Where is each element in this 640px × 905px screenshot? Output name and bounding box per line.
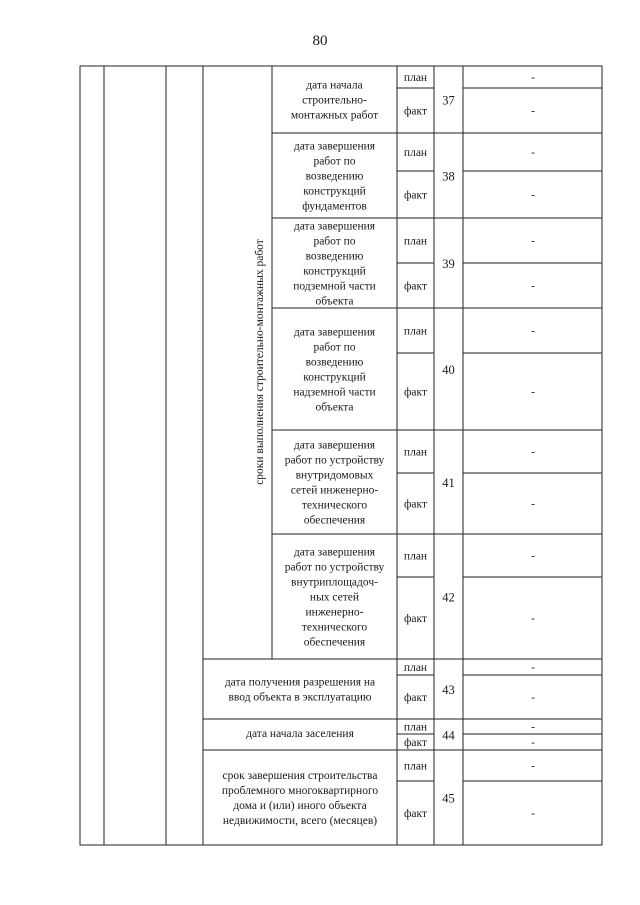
row-number: 37 <box>442 93 455 108</box>
row-label-line: срок завершения строительства <box>222 770 378 782</box>
fact-label: факт <box>403 386 428 399</box>
fact-label: факт <box>403 692 428 704</box>
row-label-line: ввод объекта в эксплуатацию <box>228 691 372 704</box>
row-label-line: работ по <box>313 235 356 248</box>
row-label-line: дата завершения <box>293 326 376 339</box>
fact-value: - <box>531 189 535 202</box>
row-label-line: строительно- <box>302 94 367 107</box>
row-number: 38 <box>442 169 455 184</box>
fact-value: - <box>531 808 535 820</box>
row-number: 41 <box>442 476 455 490</box>
row-number: 45 <box>442 791 455 806</box>
row-label-line: фундаментов <box>302 200 367 213</box>
row-label-line: технического <box>301 621 368 634</box>
fact-value: - <box>531 692 535 704</box>
plan-value: - <box>531 446 535 459</box>
row-label-line: работ по устройству <box>284 454 385 467</box>
plan-label: план <box>403 147 428 159</box>
fact-label: факт <box>403 808 428 820</box>
fact-label: факт <box>403 613 428 625</box>
fact-value: - <box>531 498 535 511</box>
row-label-line: обеспечения <box>303 514 366 527</box>
fact-label: факт <box>403 105 428 118</box>
row-label-line: внутридомовых <box>295 469 374 482</box>
row-label-line: дата получения разрешения на <box>224 676 376 689</box>
row-label-line: технического <box>301 499 368 512</box>
row-label-line: возведению <box>305 250 364 263</box>
fact-label: факт <box>403 737 428 749</box>
plan-label: план <box>403 760 428 773</box>
fact-value: - <box>531 280 535 293</box>
row-number: 40 <box>442 363 455 377</box>
row-label-line: конструкций <box>303 265 366 278</box>
row-label-line: конструкций <box>303 371 366 384</box>
row-label-line: работ по <box>313 155 356 168</box>
plan-label: план <box>403 662 428 674</box>
row-label-line: дата завершения <box>293 140 376 153</box>
row-number: 43 <box>442 683 455 697</box>
row-label-line: недвижимости, всего (месяцев) <box>222 815 378 827</box>
row-label-line: обеспечения <box>303 636 366 649</box>
row-label-line: сетей инженерно- <box>290 484 379 497</box>
plan-label: план <box>403 325 428 338</box>
row-label-line: дата завершения <box>293 546 376 559</box>
row-number: 42 <box>442 590 455 605</box>
plan-value: - <box>531 235 535 248</box>
plan-label: план <box>403 446 428 459</box>
row-label-line: работ по устройству <box>284 561 385 574</box>
plan-value: - <box>531 550 535 563</box>
row-label-line: инженерно- <box>305 606 364 619</box>
plan-label: план <box>403 550 428 563</box>
row-label-line: подземной части <box>293 280 376 293</box>
row-label-line: возведению <box>305 170 364 183</box>
fact-value: - <box>531 613 535 625</box>
row-label-line: внутриплощадоч- <box>291 576 378 589</box>
row-label-line: конструкций <box>303 185 366 198</box>
plan-value: - <box>531 147 535 159</box>
row-label-line: надземной части <box>293 386 376 399</box>
plan-value: - <box>531 721 535 734</box>
fact-value: - <box>531 105 535 118</box>
fact-value: - <box>531 737 535 749</box>
row-label-line: ных сетей <box>309 591 360 604</box>
row-label-line: работ по <box>313 341 356 354</box>
fact-label: факт <box>403 189 428 202</box>
row-label-line: дата начала заселения <box>246 728 354 740</box>
row-label-line: дата начала <box>306 79 363 92</box>
fact-value: - <box>531 386 535 399</box>
plan-label: план <box>403 235 428 248</box>
fact-label: факт <box>403 498 428 511</box>
row-label-line: дата завершения <box>293 439 376 452</box>
row-label-line: дата завершения <box>293 220 376 233</box>
fact-label: факт <box>403 280 428 293</box>
plan-value: - <box>531 72 535 84</box>
section-label: сроки выполнения строительно-монтажных работ <box>254 239 266 485</box>
row-label-line: дома и (или) иного объекта <box>233 800 367 812</box>
plan-value: - <box>531 662 535 674</box>
plan-value: - <box>531 325 535 338</box>
plan-value: - <box>531 760 535 773</box>
row-label-line: возведению <box>305 356 364 369</box>
row-label-line: проблемного многоквартирного <box>221 785 379 797</box>
row-label-line: объекта <box>315 401 354 414</box>
row-label-line: монтажных работ <box>290 109 379 122</box>
plan-label: план <box>403 72 428 84</box>
row-number: 44 <box>442 728 455 743</box>
page-number: 80 <box>312 33 328 49</box>
plan-label: план <box>403 721 428 734</box>
row-label-line: объекта <box>315 295 354 308</box>
row-number: 39 <box>442 257 455 271</box>
